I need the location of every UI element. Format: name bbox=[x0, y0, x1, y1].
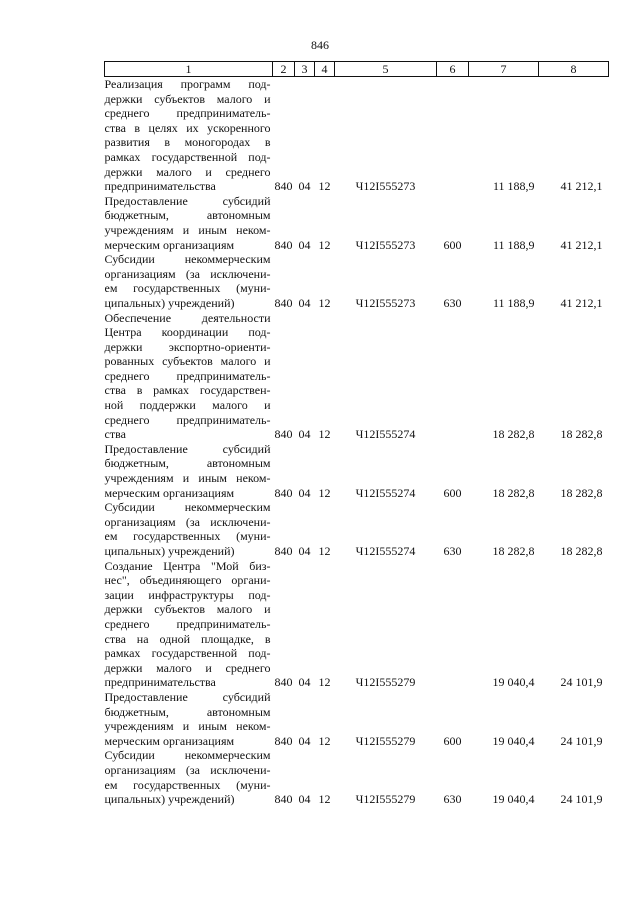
row-name-line: мерческим организациям bbox=[104, 733, 235, 748]
row-name-line: Обеспечение деятельности bbox=[104, 310, 271, 325]
row-name-line: бюджетным, автономным bbox=[104, 208, 271, 223]
row-name-line: организациям (за исключени- bbox=[104, 266, 271, 281]
row-name-line: держки субъектов малого и bbox=[104, 602, 271, 617]
header-col-2: 2 bbox=[273, 62, 295, 77]
header-col-8: 8 bbox=[539, 62, 609, 77]
row-name bbox=[105, 252, 273, 310]
row-name-line: Субсидии некоммерческим bbox=[104, 500, 271, 515]
subsection-code: 12 bbox=[318, 792, 331, 807]
page-number: 846 bbox=[311, 38, 329, 52]
row-name-line: нес", объединяющего органи- bbox=[104, 573, 271, 588]
subsection-code: 12 bbox=[318, 733, 331, 748]
header-col-5: 5 bbox=[335, 62, 437, 77]
row-name-line: Предоставление субсидий bbox=[104, 441, 271, 456]
amount-year-2: 18 282,8 bbox=[560, 485, 603, 500]
amount-year-2: 24 101,9 bbox=[560, 792, 603, 807]
row-name bbox=[105, 442, 273, 500]
header-col-6: 6 bbox=[437, 62, 469, 77]
subsection-code: 12 bbox=[318, 179, 331, 194]
subsection-code: 12 bbox=[318, 544, 331, 558]
row-name-line: рованных субъектов малого и bbox=[104, 354, 271, 369]
row-name-line: зации инфраструктуры под- bbox=[104, 587, 271, 602]
row-name-line: учреждениям и иным неком- bbox=[104, 471, 271, 486]
table-row bbox=[105, 559, 609, 690]
amount-year-2: 24 101,9 bbox=[560, 675, 603, 690]
row-name-line: ципальных) учреждений) bbox=[104, 544, 235, 558]
expense-type-code bbox=[437, 311, 469, 442]
amount-year-1: 19 040,4 bbox=[492, 792, 535, 807]
row-name-line: ем государственных (муни- bbox=[104, 777, 271, 792]
table-row bbox=[105, 194, 609, 252]
row-name-line: ства на одной площадке, в bbox=[104, 631, 271, 646]
row-name-line: ства в целях их ускоренного bbox=[104, 120, 271, 135]
section-code: 04 bbox=[298, 179, 311, 194]
subsection-code: 12 bbox=[318, 485, 331, 500]
row-name-line: учреждениям и иным неком- bbox=[104, 222, 271, 237]
row-name-line: держки малого и среднего bbox=[104, 164, 271, 179]
table-row bbox=[105, 311, 609, 442]
table-row bbox=[105, 500, 609, 558]
table-body bbox=[105, 77, 609, 807]
amount-year-2: 18 282,8 bbox=[560, 544, 603, 558]
row-name-line: среднего предприниматель- bbox=[104, 616, 271, 631]
row-name-line: Субсидии некоммерческим bbox=[104, 748, 271, 763]
budget-table bbox=[104, 61, 609, 807]
ministry-code: 840 bbox=[274, 792, 293, 807]
row-name-line: Предоставление субсидий bbox=[104, 689, 271, 704]
target-article-code: Ч12I555279 bbox=[355, 792, 416, 807]
row-name-line: организациям (за исключени- bbox=[104, 762, 271, 777]
row-name-line: среднего предприниматель- bbox=[104, 412, 271, 427]
subsection-code: 12 bbox=[318, 675, 331, 690]
row-name-line: Предоставление субсидий bbox=[104, 193, 271, 208]
row-name bbox=[105, 559, 273, 690]
target-article-code: Ч12I555273 bbox=[355, 295, 416, 310]
row-name-line: бюджетным, автономным bbox=[104, 456, 271, 471]
amount-year-2: 41 212,1 bbox=[560, 295, 603, 310]
row-name bbox=[105, 194, 273, 252]
row-name bbox=[105, 311, 273, 442]
row-name-line: мерческим организациям bbox=[104, 237, 235, 252]
target-article-code: Ч12I555274 bbox=[355, 544, 416, 558]
row-name bbox=[105, 500, 273, 558]
header-col-1: 1 bbox=[105, 62, 273, 77]
row-name-line: предпринимательства bbox=[104, 179, 216, 194]
target-article-code: Ч12I555273 bbox=[355, 179, 416, 194]
expense-type-code: 600 bbox=[443, 733, 462, 748]
amount-year-1: 11 188,9 bbox=[492, 295, 535, 310]
section-code: 04 bbox=[298, 427, 311, 442]
expense-type-code: 630 bbox=[443, 544, 462, 558]
table-row bbox=[105, 748, 609, 806]
row-name-line: ципальных) учреждений) bbox=[104, 792, 235, 807]
amount-year-1: 18 282,8 bbox=[492, 485, 535, 500]
ministry-code: 840 bbox=[274, 427, 293, 442]
row-name-line: развития в моногородах в bbox=[104, 135, 271, 150]
ministry-code: 840 bbox=[274, 295, 293, 310]
table-row bbox=[105, 442, 609, 500]
header-col-3: 3 bbox=[295, 62, 315, 77]
expense-type-code: 600 bbox=[443, 237, 462, 252]
ministry-code: 840 bbox=[274, 544, 293, 558]
section-code: 04 bbox=[298, 237, 311, 252]
ministry-code: 840 bbox=[274, 237, 293, 252]
ministry-code: 840 bbox=[274, 179, 293, 194]
amount-year-1: 18 282,8 bbox=[492, 544, 535, 558]
section-code: 04 bbox=[298, 675, 311, 690]
ministry-code: 840 bbox=[274, 675, 293, 690]
amount-year-1: 18 282,8 bbox=[492, 427, 535, 442]
header-col-7: 7 bbox=[469, 62, 539, 77]
table-header bbox=[105, 62, 609, 77]
subsection-code: 12 bbox=[318, 295, 331, 310]
header-col-4: 4 bbox=[315, 62, 335, 77]
amount-year-2: 41 212,1 bbox=[560, 179, 603, 194]
row-name-line: учреждениям и иным неком- bbox=[104, 719, 271, 734]
section-code: 04 bbox=[298, 792, 311, 807]
amount-year-2: 41 212,1 bbox=[560, 237, 603, 252]
target-article-code: Ч12I555279 bbox=[355, 733, 416, 748]
section-code: 04 bbox=[298, 733, 311, 748]
amount-year-1: 19 040,4 bbox=[492, 675, 535, 690]
row-name-line: предпринимательства bbox=[104, 675, 216, 690]
section-code: 04 bbox=[298, 485, 311, 500]
row-name-line: держки экспортно-ориенти- bbox=[104, 339, 271, 354]
target-article-code: Ч12I555274 bbox=[355, 485, 416, 500]
row-name-line: ной поддержки малого и bbox=[104, 398, 271, 413]
target-article-code: Ч12I555274 bbox=[355, 427, 416, 442]
expense-type-code bbox=[437, 77, 469, 194]
row-name-line: ства bbox=[104, 427, 126, 442]
expense-type-code: 630 bbox=[443, 295, 462, 310]
expense-type-code: 600 bbox=[443, 485, 462, 500]
subsection-code: 12 bbox=[318, 427, 331, 442]
row-name-line: Субсидии некоммерческим bbox=[104, 252, 271, 267]
row-name-line: Создание Центра "Мой биз- bbox=[104, 558, 271, 573]
ministry-code: 840 bbox=[274, 733, 293, 748]
target-article-code: Ч12I555273 bbox=[355, 237, 416, 252]
amount-year-1: 11 188,9 bbox=[492, 179, 535, 194]
expense-type-code bbox=[437, 559, 469, 690]
row-name-line: организациям (за исключени- bbox=[104, 514, 271, 529]
amount-year-1: 19 040,4 bbox=[492, 733, 535, 748]
row-name bbox=[105, 748, 273, 806]
row-name-line: Реализация программ под- bbox=[104, 77, 271, 91]
target-article-code: Ч12I555279 bbox=[355, 675, 416, 690]
row-name bbox=[105, 77, 273, 194]
expense-type-code: 630 bbox=[443, 792, 462, 807]
header-row bbox=[105, 62, 609, 77]
section-code: 04 bbox=[298, 295, 311, 310]
row-name-line: держки малого и среднего bbox=[104, 660, 271, 675]
section-code: 04 bbox=[298, 544, 311, 558]
row-name-line: рамках государственной под- bbox=[104, 646, 271, 661]
row-name-line: мерческим организациям bbox=[104, 485, 235, 500]
row-name-line: ства в рамках государствен- bbox=[104, 383, 271, 398]
amount-year-1: 11 188,9 bbox=[492, 237, 535, 252]
row-name-line: среднего предприниматель- bbox=[104, 368, 271, 383]
table-row bbox=[105, 77, 609, 194]
amount-year-2: 18 282,8 bbox=[560, 427, 603, 442]
row-name-line: ем государственных (муни- bbox=[104, 281, 271, 296]
row-name-line: держки субъектов малого и bbox=[104, 91, 271, 106]
row-name-line: ципальных) учреждений) bbox=[104, 295, 235, 310]
amount-year-2: 24 101,9 bbox=[560, 733, 603, 748]
table-row bbox=[105, 690, 609, 748]
subsection-code: 12 bbox=[318, 237, 331, 252]
row-name-line: Центра координации под- bbox=[104, 325, 271, 340]
ministry-code: 840 bbox=[274, 485, 293, 500]
row-name-line: среднего предприниматель- bbox=[104, 106, 271, 121]
row-name-line: рамках государственной под- bbox=[104, 149, 271, 164]
row-name-line: ем государственных (муни- bbox=[104, 529, 271, 544]
row-name bbox=[105, 690, 273, 748]
row-name-line: бюджетным, автономным bbox=[104, 704, 271, 719]
table-row bbox=[105, 252, 609, 310]
